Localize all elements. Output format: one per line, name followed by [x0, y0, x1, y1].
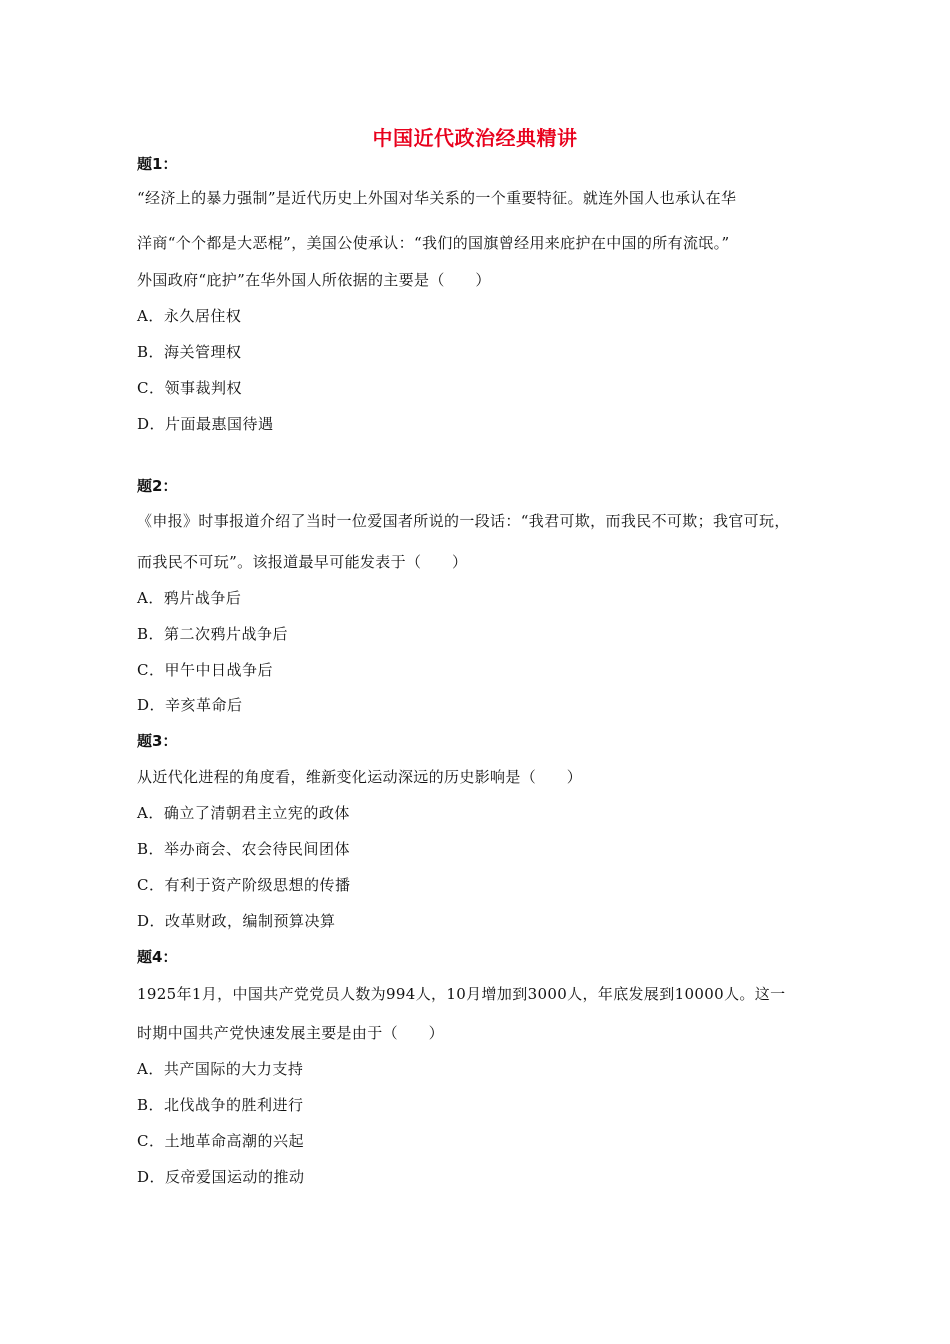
- question-1-label: 题1：: [137, 155, 178, 173]
- question-1-stem-line-3: 外国政府“庇护”在华外国人所依据的主要是（ ）: [137, 271, 491, 289]
- question-1-option-a: A．永久居住权: [137, 307, 242, 325]
- question-3-option-a: A．确立了清朝君主立宪的政体: [137, 804, 350, 822]
- question-1-option-d: D．片面最惠国待遇: [137, 415, 274, 433]
- question-3-option-c: C．有利于资产阶级思想的传播: [137, 876, 351, 894]
- question-4-stem-line-2: 时期中国共产党快速发展主要是由于（ ）: [137, 1024, 445, 1042]
- question-2-option-d: D．辛亥革命后: [137, 696, 243, 714]
- question-4-option-a: A．共产国际的大力支持: [137, 1060, 304, 1078]
- question-4-option-d: D．反帝爱国运动的推动: [137, 1168, 305, 1186]
- question-1-stem-line-2: 洋商“个个都是大恶棍”，美国公使承认：“我们的国旗曾经用来庇护在中国的所有流氓。”: [137, 234, 730, 252]
- question-3-option-b: B．举办商会、农会待民间团体: [137, 840, 351, 858]
- question-2-stem-line-1: 《申报》时事报道介绍了当时一位爱国者所说的一段话：“我君可欺，而我民不可欺；我官可玩，: [137, 512, 790, 530]
- question-4-option-c: C．土地革命高潮的兴起: [137, 1132, 304, 1150]
- question-1-option-c: C．领事裁判权: [137, 379, 242, 397]
- question-1-stem-line-1: “经济上的暴力强制”是近代历史上外国对华关系的一个重要特征。就连外国人也承认在华: [137, 189, 737, 207]
- question-3-label: 题3：: [137, 732, 178, 750]
- question-2-option-a: A．鸦片战争后: [137, 589, 242, 607]
- question-2-option-b: B．第二次鸦片战争后: [137, 625, 289, 643]
- question-4-option-b: B．北伐战争的胜利进行: [137, 1096, 304, 1114]
- question-2-label: 题2：: [137, 477, 178, 495]
- document-title: 中国近代政治经典精讲: [372, 126, 578, 150]
- question-3-option-d: D．改革财政，编制预算决算: [137, 912, 336, 930]
- question-4-label: 题4：: [137, 948, 178, 966]
- question-2-option-c: C．甲午中日战争后: [137, 661, 273, 679]
- question-4-stem-line-1: 1925年1月，中国共产党党员人数为994人，10月增加到3000人，年底发展到10000人。这一: [137, 985, 786, 1003]
- question-2-stem-line-2: 而我民不可玩”。该报道最早可能发表于（ ）: [137, 553, 468, 571]
- question-1-option-b: B．海关管理权: [137, 343, 242, 361]
- question-3-stem-line-1: 从近代化进程的角度看，维新变化运动深远的历史影响是（ ）: [137, 768, 583, 786]
